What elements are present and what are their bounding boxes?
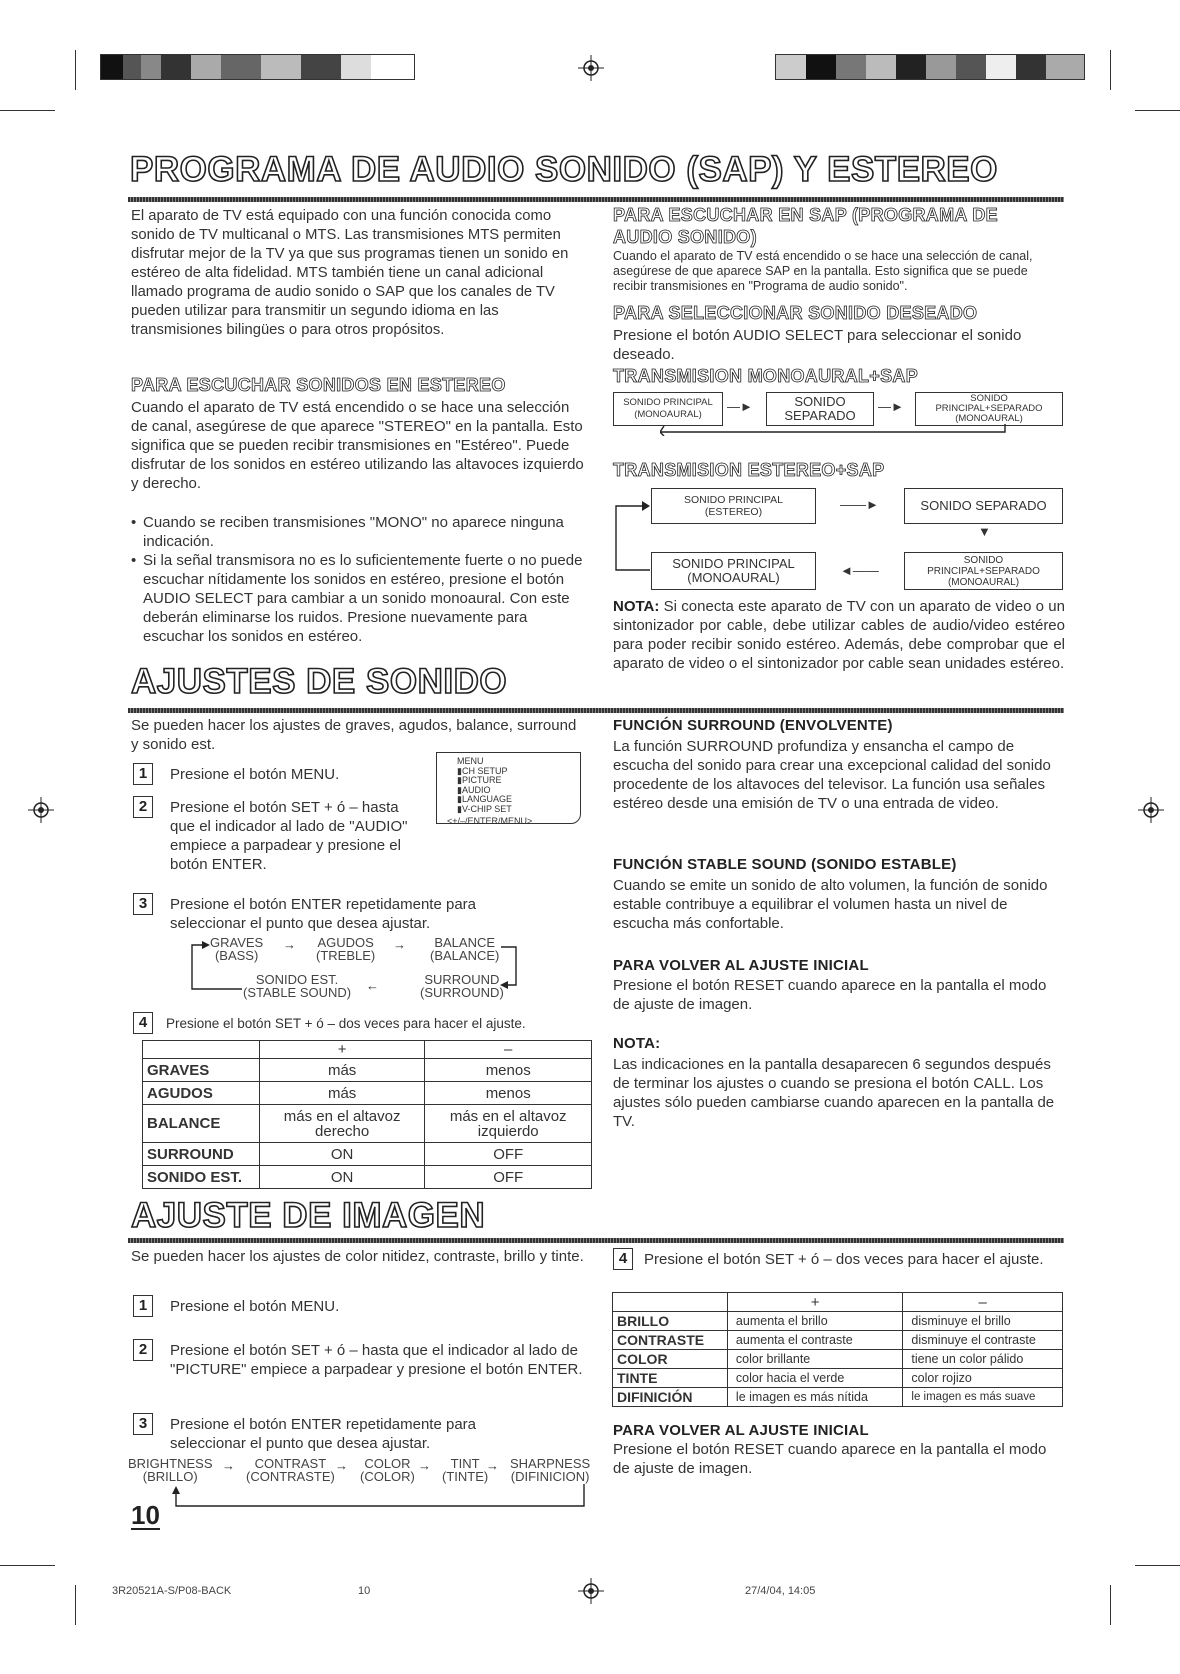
registration-mark-right — [1138, 797, 1164, 823]
crop-line — [1135, 110, 1180, 111]
step-number-2: 2 — [133, 796, 153, 818]
sap-listen-text: Cuando el aparato de TV está encendido o se hace una selección de canal, asegúrese de que aparece SAP en la pantalla. Esto significa que se puede recibir transmisiones en "Programa de audio sonido". — [613, 249, 1033, 293]
loop-back-arrow-icon — [660, 424, 1010, 436]
title-rule — [128, 708, 1064, 713]
mono-sap-heading: TRANSMISION MONOAURAL+SAP — [613, 366, 919, 386]
menu-footer: <+/–/ENTER/MENU> — [447, 816, 533, 826]
table-row: AGUDOS más menos — [143, 1082, 592, 1105]
table-row: GRAVES más menos — [143, 1059, 592, 1082]
surround-heading: FUNCIÓN SURROUND (ENVOLVENTE) — [613, 717, 893, 734]
menu-item: ▮PICTURE — [457, 775, 502, 785]
sound-intro: Se pueden hacer los ajustes de graves, agudos, balance, surround y sonido est. — [131, 717, 577, 753]
arrow-left-icon: ◄—— — [840, 563, 879, 578]
table-row: SONIDO EST. ON OFF — [143, 1166, 592, 1189]
sap-intro: El aparato de TV está equipado con una función conocida como sonido de TV multicanal o MTS. Las transmisiones MTS permiten disfrutar mejor de la TV ya que sus programas tienen un sonido en estéreo de alta fidelidad. MTS también tiene un canal adicional llamado programa de audio sonido o SAP que los canales de TV pueden utilizar para transmitir un segundo idioma en las transmisiones bilingües o para otros propósitos. — [131, 208, 569, 338]
picture-title: AJUSTE DE IMAGEN — [131, 1196, 486, 1235]
step-number-1: 1 — [133, 763, 153, 785]
menu-item: ▮V-CHIP SET — [457, 803, 512, 814]
picture-intro: Se pueden hacer los ajustes de color nitidez, contraste, brillo y tinte. — [131, 1248, 584, 1265]
stereo-sap-heading: TRANSMISION ESTEREO+SAP — [613, 460, 885, 480]
arrow-right-icon: → — [222, 1458, 235, 1473]
table-row: BRILLO aumenta el brillo disminuye el brillo — [613, 1312, 1063, 1331]
table-head-minus: – — [903, 1293, 1063, 1312]
mono-box-principal-separado: SONIDO PRINCIPAL+SEPARADO (MONOAURAL) — [915, 392, 1063, 426]
table-row: SURROUND ON OFF — [143, 1143, 592, 1166]
picture-step-2: Presione el botón SET + ó – hasta que el indicador al lado de "PICTURE" empiece a parpadear y presione el botón ENTER. — [170, 1342, 583, 1378]
table-head-plus: + — [259, 1041, 425, 1059]
crop-line — [0, 1565, 55, 1566]
step-number-1: 1 — [133, 1295, 153, 1317]
arrow-right-icon: —► — [878, 399, 904, 414]
sound-nota-text: Las indicaciones en la pantalla desaparecen 6 segundos después de terminar los ajustes o cuando se presiona el botón CALL. Los ajustes sólo pueden cambiarse cuando aparecen en la pantalla de TV. — [613, 1056, 1055, 1130]
bullet-item: • Cuando se reciben transmisiones "MONO" no aparece ninguna indicación. — [131, 513, 591, 551]
sound-flow-item: AGUDOS (TREBLE) — [316, 935, 376, 963]
select-text: Presione el botón AUDIO SELECT para seleccionar el sonido deseado. — [613, 327, 1022, 363]
picture-flow-item: BRIGHTNESS (BRILLO) — [128, 1456, 213, 1484]
crop-line — [75, 1585, 76, 1625]
step-number-3: 3 — [133, 1413, 153, 1435]
stereo-box-principal: SONIDO PRINCIPAL (ESTEREO) — [651, 488, 816, 524]
sap-title: PROGRAMA DE AUDIO SONIDO (SAP) Y ESTEREO — [130, 150, 998, 189]
menu-item: ▮LANGUAGE — [457, 794, 512, 804]
picture-flow-item: COLOR (COLOR) — [360, 1456, 415, 1484]
arrow-right-icon: → — [393, 937, 406, 952]
table-row: COLOR color brillante tiene un color pálido — [613, 1350, 1063, 1369]
page-number: 10 — [131, 1500, 160, 1530]
table-head-plus: + — [727, 1293, 902, 1312]
table-row: TINTE color hacia el verde color rojizo — [613, 1369, 1063, 1388]
stereo-box-principal-mono: SONIDO PRINCIPAL (MONOAURAL) — [651, 552, 816, 590]
crop-line — [75, 50, 76, 90]
sound-reset-text: Presione el botón RESET cuando aparece en la pantalla el modo de ajuste de imagen. — [613, 977, 1047, 1013]
surround-text: La función SURROUND profundiza y ensancha el campo de escucha del sonido para crear una excepcional calidad del sonido procedente de los altavoces del televisor. La función usa señales estéreo desde una emisión de TV o una entrada de video. — [613, 738, 1051, 812]
sound-step-1: Presione el botón MENU. — [170, 766, 340, 783]
arrow-right-icon: —► — [727, 399, 753, 414]
step-number-4: 4 — [133, 1012, 153, 1034]
arrow-right-icon: → — [335, 1458, 348, 1473]
sound-title: AJUSTES DE SONIDO — [131, 662, 508, 701]
footer-page: 10 — [358, 1585, 371, 1597]
sap-nota: NOTA: Si conecta este aparato de TV con un aparato de video o un sintonizador por cable, debe utilizar cables de audio/video estéreo para poder recibir sonido estéreo. Además, debe comprobar que el aparato de video o el sintonizador por cable sean unidades estéreo. — [613, 598, 1065, 672]
bullet-item: • Si la señal transmisora no es lo suficientemente fuerte o no puede escuchar nítidamente los sonidos en estéreo, presione el botón AUDIO SELECT para cambiar a un sonido monoaural. Con este deberán eliminarse los ruidos. Presione nuevamente para escuchar los sonidos en estéreo. — [131, 551, 591, 646]
loop-back-arrow-icon — [612, 498, 654, 574]
registration-mark-left — [28, 797, 54, 823]
color-bar-right — [775, 54, 1085, 80]
title-rule — [128, 1238, 1064, 1243]
sound-step-3: Presione el botón ENTER repetidamente para seleccionar el punto que desea ajustar. — [170, 896, 477, 932]
menu-item: ▮CH SETUP — [457, 765, 508, 776]
table-head-minus: – — [425, 1041, 592, 1059]
crop-line — [1135, 1565, 1180, 1566]
stereo-bullets — [131, 513, 591, 646]
picture-reset-text: Presione el botón RESET cuando aparece en la pantalla el modo de ajuste de imagen. — [613, 1441, 1047, 1477]
table-row: CONTRASTE aumenta el contraste disminuye el contraste — [613, 1331, 1063, 1350]
step-number-4: 4 — [613, 1248, 633, 1270]
sound-table — [142, 1040, 592, 1189]
menu-title: MENU — [457, 756, 484, 766]
arrow-right-icon: → — [486, 1458, 499, 1473]
picture-flow-item: SHARPNESS (DIFINICION) — [510, 1456, 591, 1484]
title-rule — [128, 197, 1064, 202]
color-bar-left — [100, 54, 415, 80]
sound-nota-heading: NOTA: — [613, 1035, 661, 1052]
picture-step-1: Presione el botón MENU. — [170, 1298, 340, 1315]
mono-box-principal: SONIDO PRINCIPAL (MONOAURAL) — [613, 392, 723, 426]
registration-mark-bottom — [578, 1578, 604, 1604]
stable-text: Cuando se emite un sonido de alto volumen, la función de sonido estable contribuye a equilibrar el volumen hasta un nivel de escucha más confortable. — [613, 877, 1048, 932]
sound-flow-item: GRAVES (BASS) — [210, 935, 264, 963]
crop-line — [0, 110, 55, 111]
registration-mark-top — [578, 55, 604, 81]
sound-flow-item: SURROUND (SURROUND) — [420, 972, 504, 1000]
table-row: DIFINICIÓN le imagen es más nítida le imagen es más suave — [613, 1388, 1063, 1407]
sound-reset-heading: PARA VOLVER AL AJUSTE INICIAL — [613, 957, 869, 974]
tv-menu-screen — [436, 752, 581, 824]
flow-loop-icon — [186, 937, 526, 999]
flow-loop-icon — [170, 1484, 590, 1510]
select-heading: PARA SELECCIONAR SONIDO DESEADO — [613, 303, 978, 323]
step-number-3: 3 — [133, 893, 153, 915]
sound-step-4: Presione el botón SET + ó – dos veces para hacer el ajuste. — [166, 1016, 526, 1031]
picture-reset-heading: PARA VOLVER AL AJUSTE INICIAL — [613, 1422, 869, 1439]
sound-flow-item: BALANCE (BALANCE) — [430, 935, 500, 963]
picture-step-4: Presione el botón SET + ó – dos veces para hacer el ajuste. — [644, 1251, 1044, 1268]
crop-line — [1110, 50, 1111, 90]
arrow-right-icon: ——► — [840, 497, 879, 512]
picture-flow-item: TINT (TINTE) — [442, 1456, 489, 1484]
step-number-2: 2 — [133, 1339, 153, 1361]
picture-table — [612, 1292, 1063, 1407]
mono-box-separado: SONIDO SEPARADO — [766, 392, 874, 426]
arrow-right-icon: → — [418, 1458, 431, 1473]
stable-heading: FUNCIÓN STABLE SOUND (SONIDO ESTABLE) — [613, 856, 957, 873]
arrow-left-icon: ← — [366, 978, 379, 993]
crop-line — [1110, 1585, 1111, 1625]
arrow-down-icon: ▼ — [978, 524, 991, 539]
menu-item: ▮AUDIO — [457, 784, 491, 795]
sap-listen-heading: PARA ESCUCHAR EN SAP (PROGRAMA DE — [613, 205, 998, 225]
stereo-heading: PARA ESCUCHAR SONIDOS EN ESTEREO — [131, 375, 506, 395]
table-row: BALANCE más en el altavoz derecho más en el altavoz izquierdo — [143, 1105, 592, 1143]
picture-step-3: Presione el botón ENTER repetidamente para seleccionar el punto que desea ajustar. — [170, 1416, 477, 1452]
arrow-right-icon: → — [283, 937, 296, 952]
stereo-text: Cuando el aparato de TV está encendido o se hace una selección de canal, asegúrese de que aparece "STEREO" en la pantalla. Esto significa que se pueden recibir transmisiones en "Estéreo". Puede disfrutar de los sonidos en estéreo utilizando las altavoces izquierdo y derecho. — [131, 399, 584, 492]
sound-flow-item: SONIDO EST. (STABLE SOUND) — [243, 972, 352, 1000]
sap-listen-heading-2: AUDIO SONIDO) — [613, 227, 757, 247]
stereo-box-principal-separado: SONIDO PRINCIPAL+SEPARADO (MONOAURAL) — [904, 552, 1063, 590]
stereo-box-separado: SONIDO SEPARADO — [904, 488, 1063, 524]
picture-flow-item: CONTRAST (CONTRASTE) — [246, 1456, 335, 1484]
sound-step-2: Presione el botón SET + ó – hasta que el indicador al lado de "AUDIO" empiece a parpadear y presione el botón ENTER. — [170, 799, 408, 873]
footer-file: 3R20521A-S/P08-BACK — [112, 1585, 232, 1597]
footer-date: 27/4/04, 14:05 — [745, 1585, 816, 1597]
